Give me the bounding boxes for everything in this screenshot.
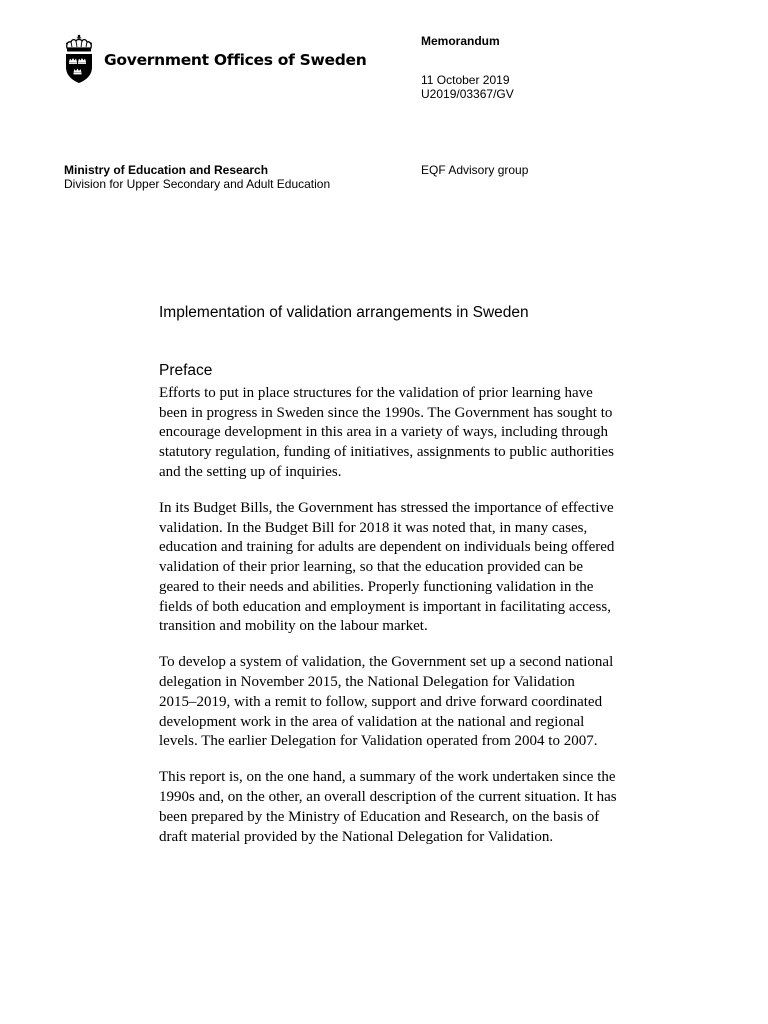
paragraph-line: encourage development in this area in a variety of ways, including through bbox=[159, 424, 609, 441]
section-heading: Preface bbox=[159, 362, 213, 379]
paragraph bbox=[159, 499, 643, 637]
division-name: Division for Upper Secondary and Adult Education bbox=[64, 176, 331, 191]
sender-block bbox=[64, 164, 330, 191]
paragraph-line: validation. In the Budget Bill for 2018 it was noted that, in many cases, bbox=[159, 519, 588, 536]
paragraph-line: education and training for adults are dependent on individuals being offered bbox=[159, 539, 615, 556]
body-text bbox=[159, 384, 643, 864]
recipient: EQF Advisory group bbox=[421, 163, 529, 177]
paragraph-line: delegation in November 2015, the National Delegation for Validation bbox=[159, 674, 575, 691]
ministry-name: Ministry of Education and Research bbox=[64, 163, 269, 177]
paragraph-line: transition and mobility on the labour market. bbox=[159, 618, 428, 635]
swedish-crown-shield-icon bbox=[63, 34, 95, 84]
paragraph-line: 2015–2019, with a remit to follow, support and drive forward coordinated bbox=[159, 693, 603, 710]
paragraph-line: geared to their needs and abilities. Properly functioning validation in the bbox=[159, 578, 594, 595]
paragraph-line: and the setting up of inquiries. bbox=[159, 463, 342, 480]
paragraph-line: fields of both education and employment is important in facilitating access, bbox=[159, 598, 611, 615]
paragraph-line: statutory regulation, funding of initiatives, assignments to public authorities bbox=[159, 444, 614, 461]
memo-meta bbox=[421, 74, 514, 101]
paragraph bbox=[159, 768, 643, 847]
paragraph-line: This report is, on the one hand, a summary of the work undertaken since the bbox=[159, 769, 616, 786]
document-reference: U2019/03367/GV bbox=[421, 86, 514, 101]
paragraph-line: To develop a system of validation, the Government set up a second national bbox=[159, 654, 614, 671]
paragraph-line: Efforts to put in place structures for the validation of prior learning have bbox=[159, 385, 593, 401]
paragraph-line: draft material provided by the National Delegation for Validation. bbox=[159, 828, 554, 845]
paragraph-line: validation of their prior learning, so that the education provided can be bbox=[159, 559, 584, 576]
paragraph bbox=[159, 653, 643, 752]
paragraph-line: been in progress in Sweden since the 1990s. The Government has sought to bbox=[159, 404, 613, 421]
document-title: Implementation of validation arrangements in Sweden bbox=[159, 304, 529, 321]
government-logo bbox=[63, 34, 367, 84]
document-type: Memorandum bbox=[421, 34, 500, 48]
document-date: 11 October 2019 bbox=[421, 73, 510, 87]
paragraph-line: 1990s and, on the other, an overall description of the current situation. It has bbox=[159, 789, 617, 806]
paragraph-line: In its Budget Bills, the Government has stressed the importance of effective bbox=[159, 500, 614, 517]
paragraph bbox=[159, 384, 643, 483]
paragraph-line: levels. The earlier Delegation for Validation operated from 2004 to 2007. bbox=[159, 733, 598, 750]
paragraph-line: been prepared by the Ministry of Education and Research, on the basis of bbox=[159, 808, 600, 825]
paragraph-line: development work in the area of validation at the national and regional bbox=[159, 713, 585, 730]
organization-name: Government Offices of Sweden bbox=[104, 51, 367, 70]
